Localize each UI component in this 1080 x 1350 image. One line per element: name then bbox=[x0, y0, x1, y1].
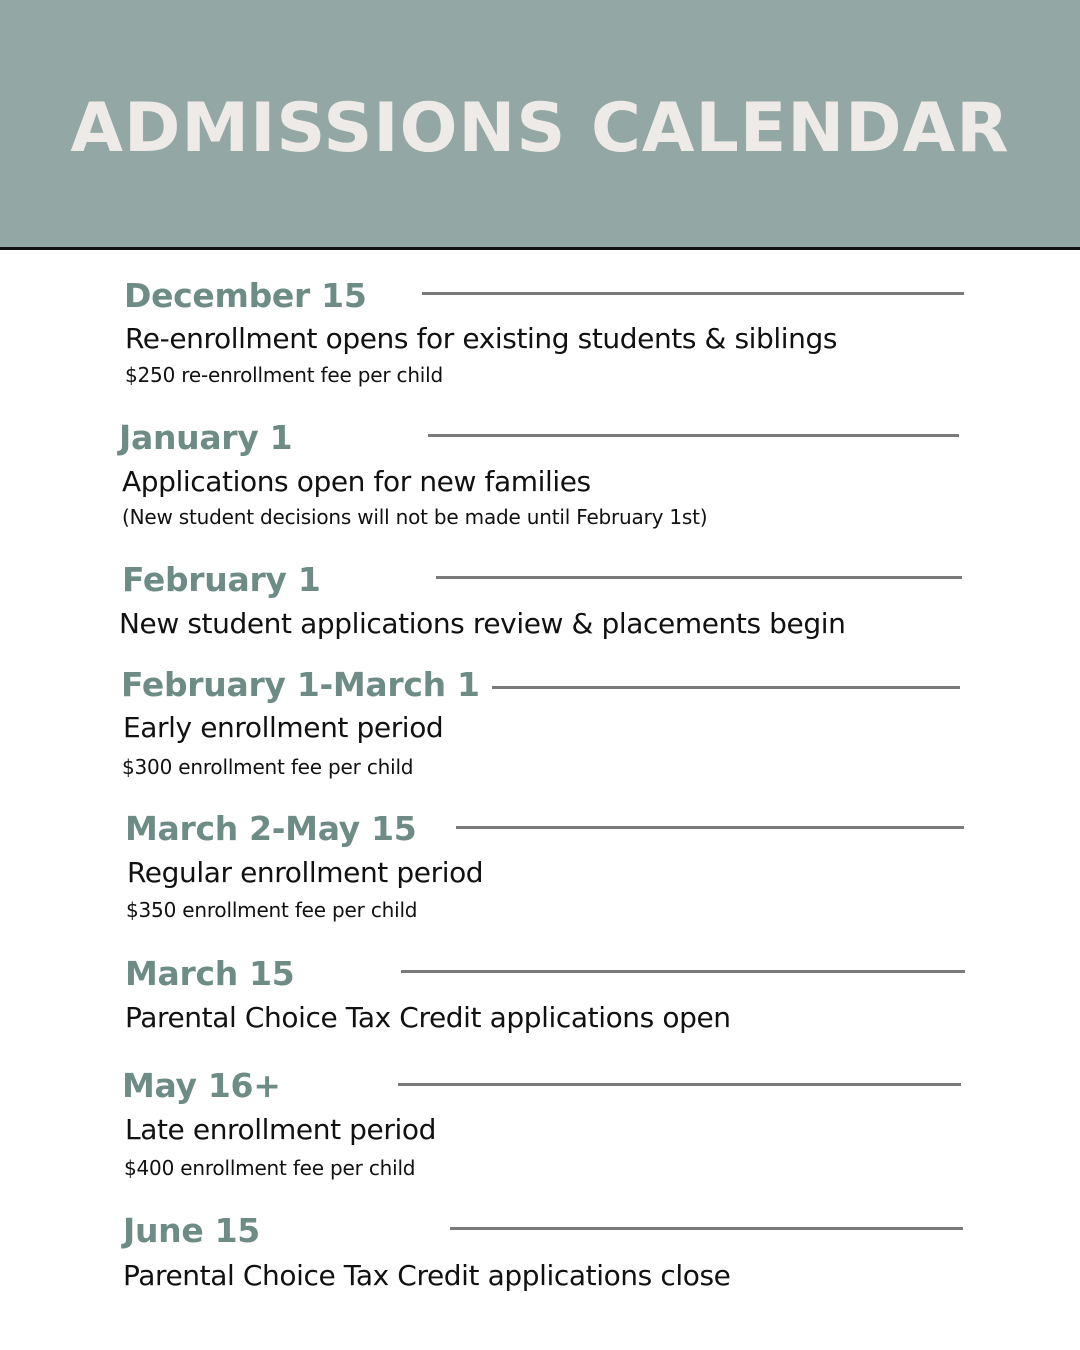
entry-date: May 16+ bbox=[122, 1066, 281, 1105]
entry-date: March 2-May 15 bbox=[125, 809, 417, 848]
page-title: ADMISSIONS CALENDAR bbox=[70, 89, 1010, 168]
entry-divider bbox=[428, 434, 959, 437]
entry-note: $350 enrollment fee per child bbox=[126, 898, 418, 922]
header-banner bbox=[0, 0, 1080, 250]
entry-date: January 1 bbox=[119, 418, 293, 457]
entry-divider bbox=[456, 826, 964, 829]
entry-note: $300 enrollment fee per child bbox=[122, 755, 414, 779]
entry-divider bbox=[492, 686, 960, 689]
entry-description: Applications open for new families bbox=[122, 465, 591, 498]
entry-divider bbox=[401, 970, 965, 973]
entry-divider bbox=[422, 292, 964, 295]
entry-date: February 1-March 1 bbox=[121, 665, 480, 704]
entry-divider bbox=[436, 576, 962, 579]
entry-date: March 15 bbox=[125, 954, 295, 993]
entry-description: Early enrollment period bbox=[123, 711, 444, 744]
entry-divider bbox=[398, 1083, 961, 1086]
entry-description: Regular enrollment period bbox=[127, 856, 484, 889]
entry-date: December 15 bbox=[124, 276, 367, 315]
entry-note: $400 enrollment fee per child bbox=[124, 1156, 416, 1180]
entry-description: Late enrollment period bbox=[125, 1113, 436, 1146]
entry-description: New student applications review & placements begin bbox=[119, 607, 846, 640]
entry-note: $250 re-enrollment fee per child bbox=[125, 363, 444, 387]
entry-description: Parental Choice Tax Credit applications open bbox=[125, 1001, 731, 1034]
entry-description: Parental Choice Tax Credit applications close bbox=[123, 1259, 731, 1292]
entry-date: June 15 bbox=[123, 1211, 260, 1250]
entry-date: February 1 bbox=[122, 560, 321, 599]
entry-divider bbox=[450, 1227, 963, 1230]
entry-note: (New student decisions will not be made until February 1st) bbox=[122, 505, 708, 529]
entry-description: Re-enrollment opens for existing students & siblings bbox=[125, 322, 838, 355]
